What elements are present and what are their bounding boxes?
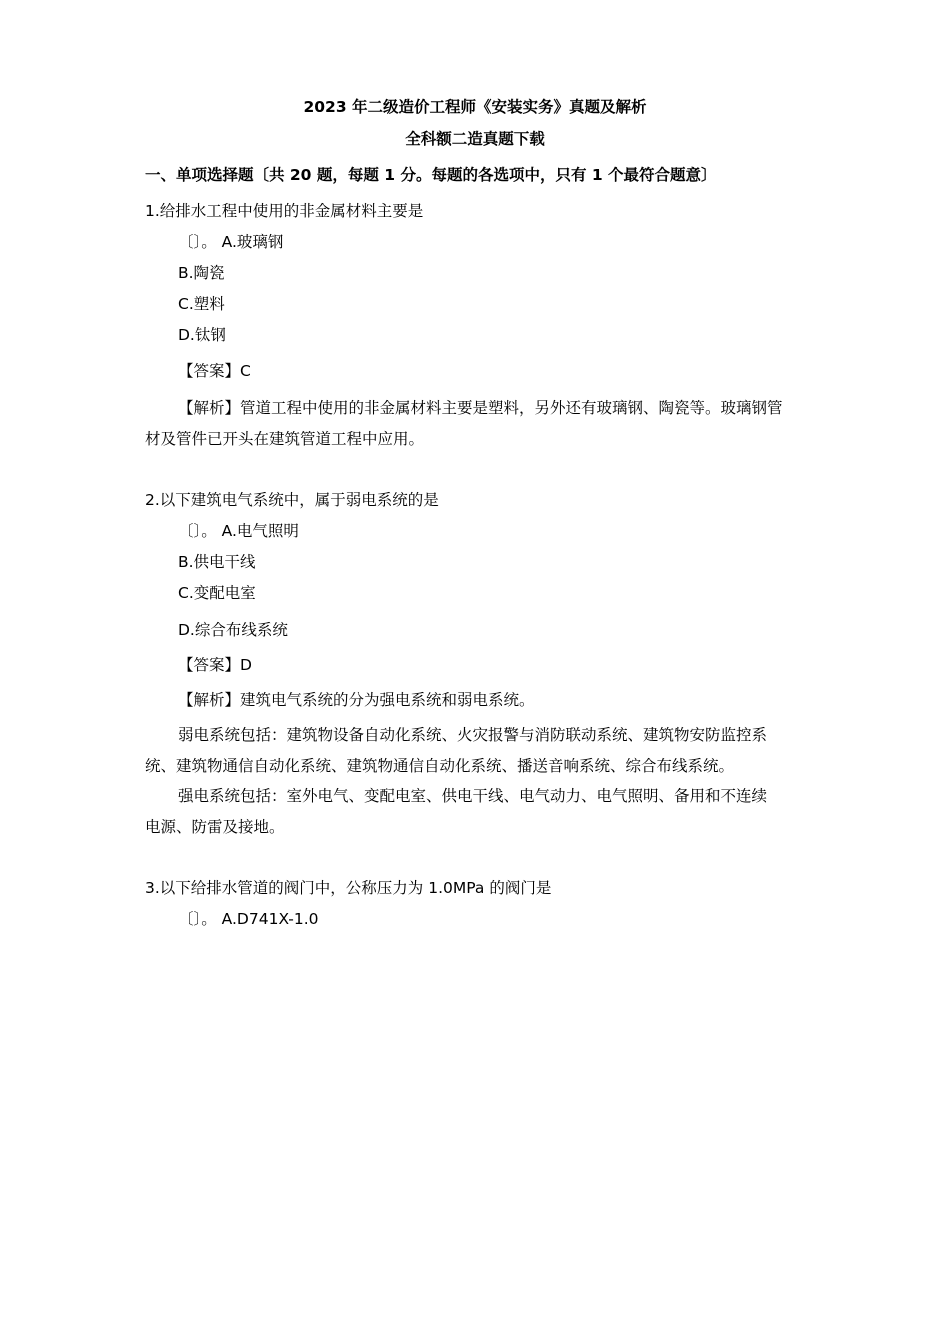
analysis-line-1: 【解析】建筑电气系统的分为强电系统和弱电系统。 bbox=[178, 691, 535, 709]
option-b: B.供电干线 bbox=[178, 553, 256, 571]
weak-system-line-2: 统、建筑物通信自动化系统、建筑物通信自动化系统、播送音响系统、综合布线系统。 bbox=[145, 757, 735, 775]
option-d: D.钛钢 bbox=[178, 326, 226, 344]
option-c: C.塑料 bbox=[178, 295, 225, 313]
answer: 【答案】D bbox=[178, 656, 252, 674]
option-c: C.变配电室 bbox=[178, 584, 256, 602]
option-a: 〔〕。 A.玻璃钢 bbox=[178, 233, 284, 251]
analysis-line-2: 材及管件已开头在建筑管道工程中应用。 bbox=[145, 430, 425, 448]
answer: 【答案】C bbox=[178, 362, 251, 380]
question-stem: 2.以下建筑电气系统中，属于弱电系统的是 bbox=[145, 491, 439, 509]
doc-subtitle: 全科额二造真题下载 bbox=[405, 130, 545, 148]
option-d: D.综合布线系统 bbox=[178, 621, 288, 639]
strong-system-line-2: 电源、防雷及接地。 bbox=[145, 818, 285, 836]
question-stem: 1.给排水工程中使用的非金属材料主要是 bbox=[145, 202, 424, 220]
section-heading: 一、单项选择题〔共 20 题，每题 1 分。每题的各选项中，只有 1 个最符合题意〕 bbox=[145, 166, 717, 184]
weak-system-line-1: 弱电系统包括：建筑物设备自动化系统、火灾报警与消防联动系统、建筑物安防监控系 bbox=[178, 726, 768, 744]
analysis-line-1: 【解析】管道工程中使用的非金属材料主要是塑料，另外还有玻璃钢、陶瓷等。玻璃钢管 bbox=[178, 399, 783, 417]
question-stem: 3.以下给排水管道的阀门中，公称压力为 1.0MPa 的阀门是 bbox=[145, 879, 552, 897]
doc-title: 2023 年二级造价工程师《安装实务》真题及解析 bbox=[303, 98, 647, 116]
strong-system-line-1: 强电系统包括：室外电气、变配电室、供电干线、电气动力、电气照明、备用和不连续 bbox=[178, 787, 768, 805]
option-a: 〔〕。 A.D741X-1.0 bbox=[178, 910, 319, 928]
option-a: 〔〕。 A.电气照明 bbox=[178, 522, 299, 540]
option-b: B.陶瓷 bbox=[178, 264, 225, 282]
